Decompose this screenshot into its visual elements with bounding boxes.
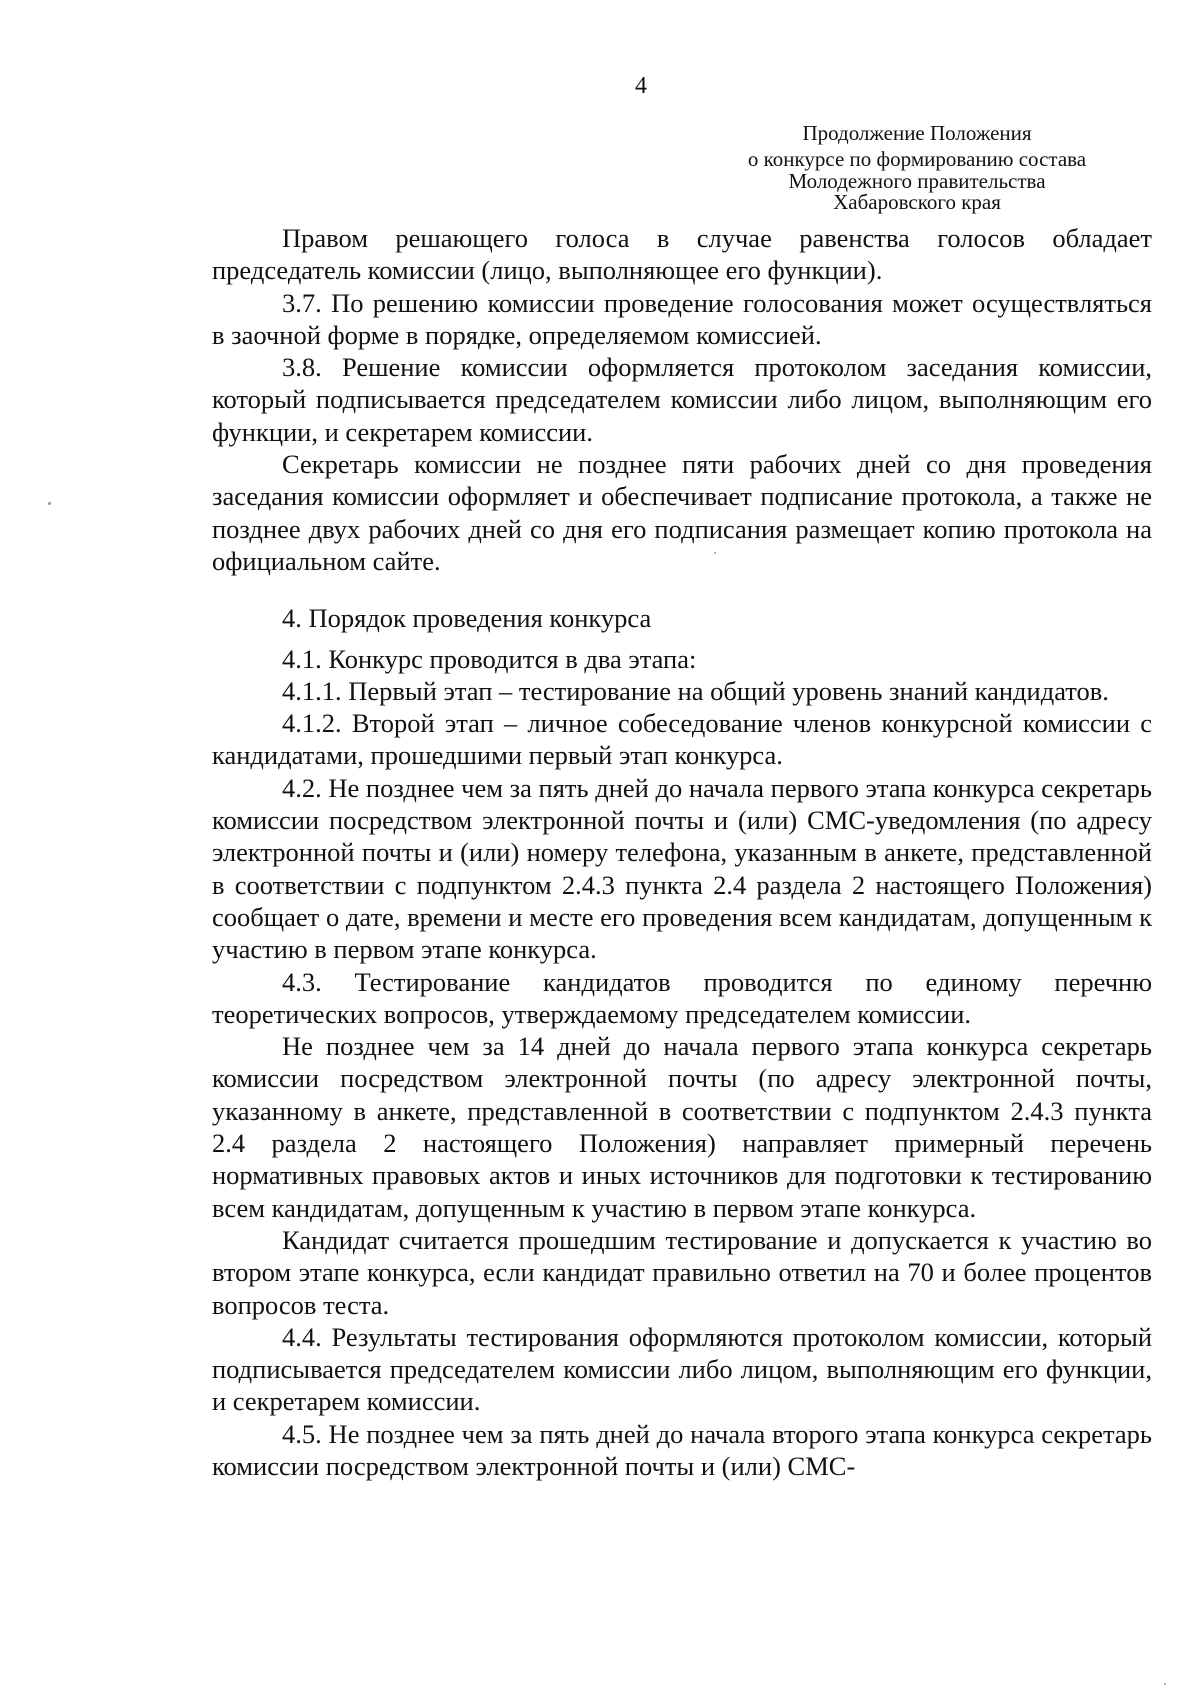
- paragraph: 3.7. По решению комиссии проведение голосования может осуществляться в заочной форме в порядке, определяемом комиссией.: [212, 287, 1152, 350]
- scan-speck: [48, 502, 51, 505]
- paragraph: 4.2. Не позднее чем за пять дней до начала первого этапа конкурса секретарь комиссии посредством электронной почты и (или) СМС-уведомления (по адресу электронной почты и (или) номеру телефона, указанным в анкете, представленной в соответствии с подпунктом 2.4.3 пункта 2.4 раздела 2 настоящего Положения) сообщает о дате, времени и месте его проведения всем кандидатам, допущенным к участию в первом этапе конкурса.: [212, 772, 1152, 965]
- paragraph: 3.8. Решение комиссии оформляется протоколом заседания комиссии, который подписывается председателем комиссии либо лицом, выполняющим его функции, и секретарем комиссии.: [212, 352, 1152, 447]
- continuation-header: [712, 120, 1122, 214]
- continuation-line: о конкурсе по формированию состава: [747, 147, 1087, 171]
- paragraph: 4.4. Результаты тестирования оформляются протоколом комиссии, который подписывается председателем комиссии либо лицом, выполняющим его функции, и секретарем комиссии.: [212, 1321, 1152, 1417]
- paragraph: Правом решающего голоса в случае равенства голосов обладает председатель комиссии (лицо, выполняющее его функции).: [212, 223, 1152, 286]
- continuation-line: Молодежного правительства: [788, 169, 1046, 193]
- paragraph: 4.1.2. Второй этап – личное собеседование членов конкурсной комиссии с кандидатами, прошедшими первый этап конкурса.: [212, 708, 1152, 771]
- paragraph: Кандидат считается прошедшим тестирование и допускается к участию во втором этапе конкурса, если кандидат правильно ответил на 70 и более процентов вопросов теста.: [212, 1224, 1152, 1320]
- page-number: 4: [635, 73, 647, 99]
- scan-speck: [714, 552, 716, 554]
- document-body: [212, 222, 1152, 1482]
- continuation-line: Продолжение Положения: [802, 121, 1032, 145]
- paragraph: Не позднее чем за 14 дней до начала первого этапа конкурса секретарь комиссии посредством электронной почты (по адресу электронной почты, указанному в анкете, представленной в соответствии с подпунктом 2.4.3 пункта 2.4 раздела 2 настоящего Положения) направляет примерный перечень нормативных правовых актов и иных источников для подготовки к тестированию всем кандидатам, допущенным к участию в первом этапе конкурса.: [212, 1031, 1152, 1223]
- section-heading: 4. Порядок проведения конкурса: [282, 603, 652, 634]
- paragraph: 4.5. Не позднее чем за пять дней до начала второго этапа конкурса секретарь комиссии посредством электронной почты и (или) СМС-: [212, 1418, 1152, 1481]
- continuation-line: Хабаровского края: [833, 190, 1001, 214]
- paragraph: 4.1. Конкурс проводится в два этапа:: [282, 643, 697, 674]
- paragraph: Секретарь комиссии не позднее пяти рабочих дней со дня проведения заседания комиссии оформляет и обеспечивает подписание протокола, а также не позднее двух рабочих дней со дня его подписания размещает копию протокола на официальном сайте.: [212, 449, 1152, 576]
- paragraph: 4.1.1. Первый этап – тестирование на общий уровень знаний кандидатов.: [282, 675, 1109, 706]
- scan-speck: [1164, 1683, 1166, 1685]
- paragraph: 4.3. Тестирование кандидатов проводится по единому перечню теоретических вопросов, утверждаемому председателем комиссии.: [212, 966, 1152, 1029]
